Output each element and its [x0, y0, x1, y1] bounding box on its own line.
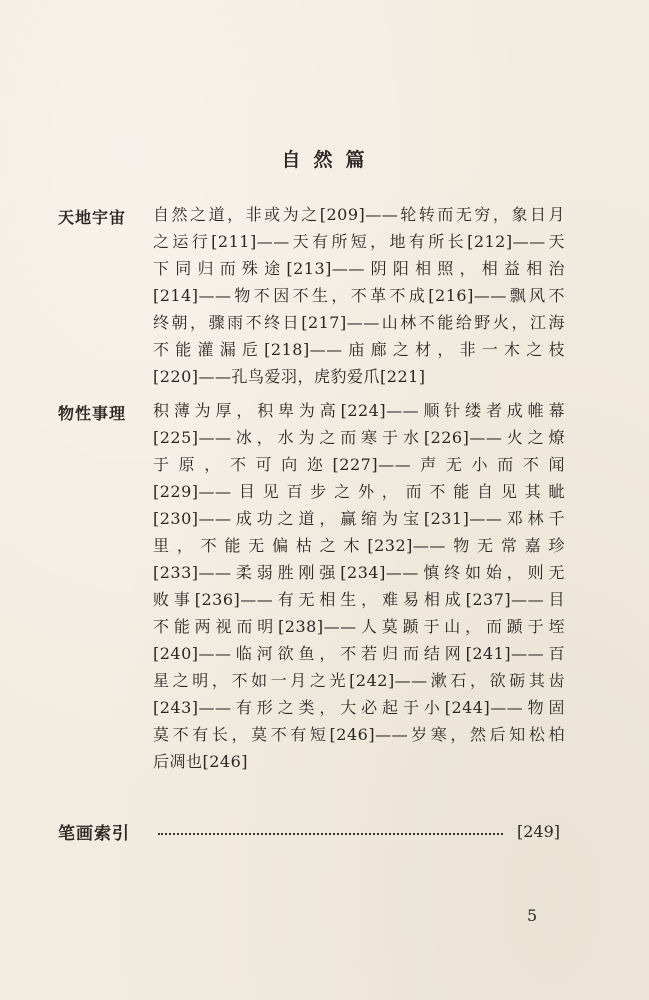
text-line: [220]——孔鸟爱羽，虎豹爱爪[221]: [153, 367, 426, 386]
text-line: [225]——冰，水为之而寒于水[226]——火之燎: [153, 428, 565, 447]
text-line: 里，不能无偏枯之木[232]——物无常嘉珍: [153, 536, 565, 555]
text-line: [214]——物不因不生，不革不成[216]——飘风不: [153, 286, 565, 305]
section-body-cosmos: [153, 201, 565, 390]
text-line: 积薄为厚，积卑为高[224]——顺针缕者成帷幕: [153, 401, 565, 420]
index-label: 笔画索引: [58, 823, 130, 844]
text-line: 之运行[211]——天有所短，地有所长[212]——天: [153, 232, 565, 251]
section-heading-nature-of-things: 物性事理: [58, 404, 127, 423]
text-line: 自然之道，非或为之[209]——轮转而无穷，象日月: [153, 205, 565, 224]
text-line: [243]——有形之类，大必起于小[244]——物固: [153, 698, 565, 717]
dot-leader: [158, 833, 503, 835]
text-line: 败事[236]——有无相生，难易相成[237]——目: [153, 590, 565, 609]
text-line: [230]——成功之道，赢缩为宝[231]——邓林千: [153, 509, 565, 528]
text-line: [229]——目见百步之外，而不能自见其眦: [153, 482, 565, 501]
chapter-title: 自然篇: [281, 149, 378, 171]
text-line: 终朝，骤雨不终日[217]——山林不能给野火，江海: [153, 313, 565, 332]
page-number: 5: [527, 906, 538, 925]
text-line: [240]——临河欲鱼，不若归而结网[241]——百: [153, 644, 565, 663]
text-line: 下同归而殊途[213]——阴阳相照，相益相治: [153, 259, 565, 278]
text-line: 不能灌漏卮[218]——庙廊之材，非一木之枝: [153, 340, 565, 359]
index-entry[interactable]: [58, 818, 560, 844]
text-line: 不能两视而明[238]——人莫踬于山，而踬于垤: [153, 617, 565, 636]
section-heading-cosmos: 天地宇宙: [58, 208, 127, 227]
text-line: 莫不有长，莫不有短[246]——岁寒，然后知松柏: [153, 725, 565, 744]
text-line: 后凋也[246]: [153, 752, 249, 771]
section-body-nature-of-things: [153, 397, 565, 775]
index-page-ref: [249]: [516, 821, 560, 841]
text-line: 星之明，不如一月之光[242]——漱石，欲砺其齿: [153, 671, 565, 690]
text-line: 于原，不可向迩[227]——声无小而不闻: [153, 455, 565, 474]
text-line: [233]——柔弱胜刚强[234]——慎终如始，则无: [153, 563, 565, 582]
